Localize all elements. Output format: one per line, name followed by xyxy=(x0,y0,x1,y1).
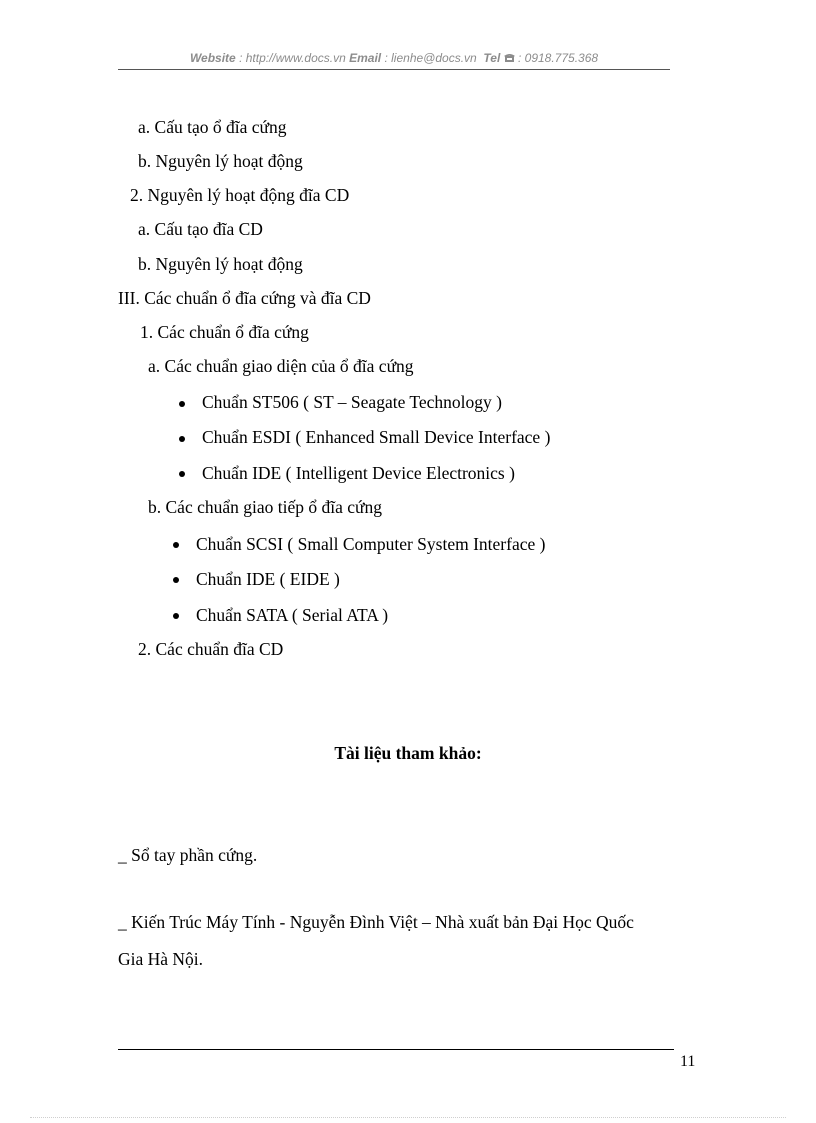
outline-item: b. Nguyên lý hoạt động xyxy=(138,254,303,274)
email-label: Email xyxy=(349,51,382,65)
bullet-item: Chuẩn IDE ( Intelligent Device Electronics ) xyxy=(202,463,515,483)
footer-rule xyxy=(118,1049,674,1050)
page-header xyxy=(118,51,670,65)
outline-item: III. Các chuẩn ổ đĩa cứng và đĩa CD xyxy=(118,288,371,308)
reference-item: _ Kiến Trúc Máy Tính - Nguyễn Đình Việt – Nhà xuất bản Đại Học Quốc xyxy=(118,912,634,932)
reference-item: Gia Hà Nội. xyxy=(118,949,204,969)
outline-item: b. Nguyên lý hoạt động xyxy=(138,151,303,171)
header-rule xyxy=(118,69,670,70)
bullet-icon xyxy=(179,401,185,407)
email-value: : lienhe@docs.vn xyxy=(381,51,481,65)
bullet-item: Chuẩn SATA ( Serial ATA ) xyxy=(196,605,389,625)
bullet-icon xyxy=(173,577,179,583)
tel-value: : 0918.775.368 xyxy=(514,51,599,65)
bullet-item: Chuẩn ST506 ( ST – Seagate Technology ) xyxy=(202,392,502,412)
bullet-item: Chuẩn SCSI ( Small Computer System Interface ) xyxy=(196,534,546,554)
outline-item: 2. Các chuẩn đĩa CD xyxy=(138,639,284,659)
bullet-item: Chuẩn IDE ( EIDE ) xyxy=(196,569,340,589)
page-number: 11 xyxy=(680,1053,696,1070)
outline-item: 2. Nguyên lý hoạt động đĩa CD xyxy=(130,185,350,205)
website-value: : http://www.docs.vn xyxy=(235,51,350,65)
tel-label: Tel xyxy=(483,51,501,65)
page-edge xyxy=(30,1117,786,1118)
bullet-icon xyxy=(179,436,185,442)
bullet-icon xyxy=(173,613,179,619)
phone-icon xyxy=(504,53,515,63)
outline-item: b. Các chuẩn giao tiếp ổ đĩa cứng xyxy=(148,497,382,517)
bullet-icon xyxy=(179,471,185,477)
bullet-icon xyxy=(173,542,179,548)
outline-item: a. Các chuẩn giao diện của ổ đĩa cứng xyxy=(148,356,414,376)
outline-item: 1. Các chuẩn ổ đĩa cứng xyxy=(140,322,309,342)
outline-item: a. Cấu tạo đĩa CD xyxy=(138,219,263,239)
website-label: Website xyxy=(189,51,236,65)
bullet-item: Chuẩn ESDI ( Enhanced Small Device Interface ) xyxy=(202,427,551,447)
references-title: Tài liệu tham khảo: xyxy=(334,743,482,763)
reference-item: _ Sổ tay phần cứng. xyxy=(118,845,258,865)
outline-item: a. Cấu tạo ổ đĩa cứng xyxy=(138,117,287,137)
